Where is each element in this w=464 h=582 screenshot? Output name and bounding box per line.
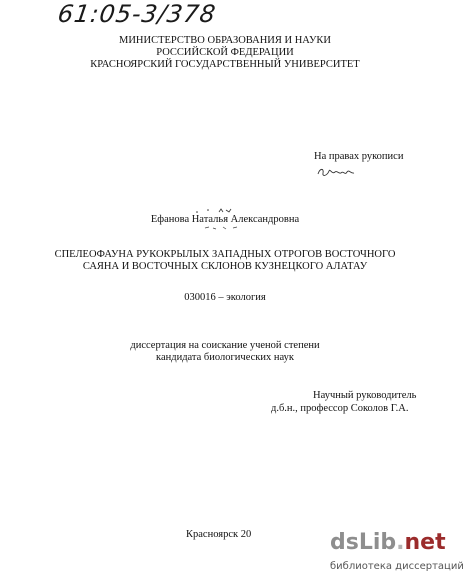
thesis-title-line2: САЯНА И ВОСТОЧНЫХ СКЛОНОВ КУЗНЕЦКОГО АЛАТАУ — [82, 261, 368, 272]
logo-dot: . — [396, 530, 405, 555]
thesis-title-line1: СПЕЛЕОФАУНА РУКОКРЫЛЫХ ЗАПАДНЫХ ОТРОГОВ ВОСТОЧНОГО — [54, 249, 396, 260]
logo-right: net — [404, 530, 446, 555]
header-ministry: МИНИСТЕРСТВО ОБРАЗОВАНИЯ И НАУКИ — [119, 35, 331, 46]
logo-left: dsLib — [330, 530, 397, 555]
dslib-logo — [330, 530, 446, 555]
degree-line2: кандидата биологических наук — [156, 352, 294, 363]
rights-note: На правах рукописи — [314, 151, 404, 162]
archive-stamp-number: 61:05-3/378 — [56, 0, 218, 28]
degree-line1: диссертация на соискание ученой степени — [130, 340, 320, 351]
advisor-name: д.б.н., профессор Соколов Г.А. — [271, 403, 409, 414]
author-name: Ефанова Наталья Александровна — [150, 214, 300, 225]
specialty: 030016 – экология — [184, 292, 266, 303]
ink-marks-below — [203, 225, 243, 231]
header-federation: РОССИЙСКОЙ ФЕДЕРАЦИИ — [156, 47, 294, 58]
handwritten-signature — [316, 164, 356, 180]
header-university: КРАСНОЯРСКИЙ ГОСУДАРСТВЕННЫЙ УНИВЕРСИТЕТ — [90, 59, 360, 70]
advisor-label: Научный руководитель — [313, 390, 417, 401]
dslib-watermark[interactable] — [322, 524, 464, 582]
place-year: Красноярск 20 — [186, 529, 252, 540]
watermark-subtitle: библиотека диссертаций — [330, 561, 464, 572]
